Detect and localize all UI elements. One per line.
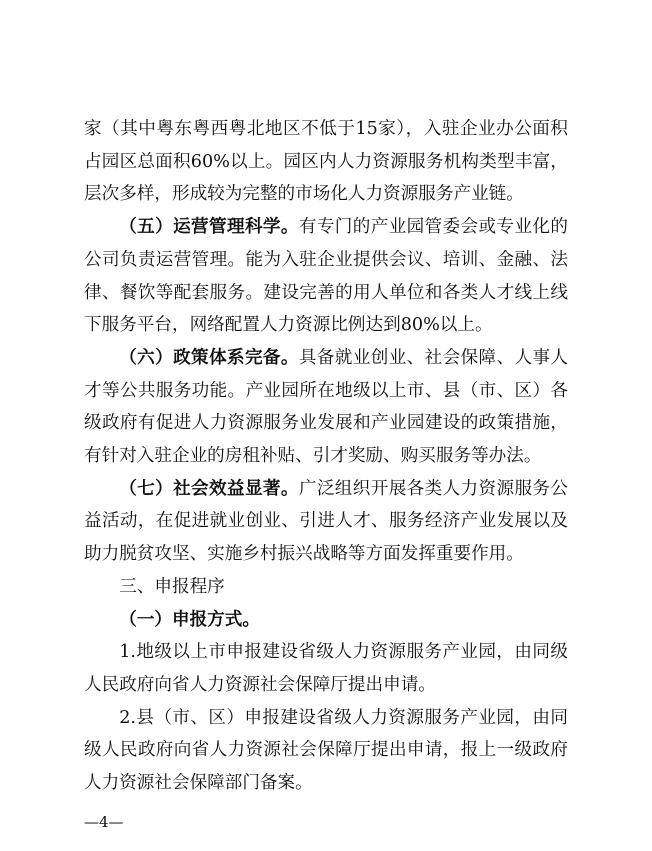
document-body (84, 113, 568, 800)
paragraph-item-6 (84, 342, 568, 473)
subsection-heading: （一）申报方式。 (119, 608, 260, 630)
paragraph-continuation: 家（其中粤东粤西粤北地区不低于15家），入驻企业办公面积占园区总面积60%以上。园区内人力资源服务机构类型丰富，层次多样，形成较为完整的市场化人力资源服务产业链。 (84, 119, 568, 205)
page-number: —4— (84, 813, 124, 831)
paragraph-step-1: 1.地级以上市申报建设省级人力资源服务产业园，由同级人民政府向省人力资源社会保障厅提出申请。 (84, 642, 568, 695)
item-heading: （五）运营管理科学。 (119, 216, 299, 238)
item-heading: （六）政策体系完备。 (119, 346, 299, 368)
item-text: 广泛组织开展各类人力资源服务公益活动，在促进就业创业、引进人才、服务经济产业发展以及助力脱贫攻坚、实施乡村振兴战略等方面发挥重要作用。 (84, 478, 568, 565)
paragraph-item-7 (84, 473, 568, 571)
item-text: 有专门的产业园管委会或专业化的公司负责运营管理。能为入驻企业提供会议、培训、金融、法律、餐饮等配套服务。建设完善的用人单位和各类人才线上线下服务平台，网络配置人力资源比例达到80%以上。 (84, 217, 568, 336)
paragraph-item-5 (84, 211, 568, 342)
paragraph-step-2: 2.县（市、区）申报建设省级人力资源服务产业园，由同级人民政府向省人力资源社会保障厅提出申请，报上一级政府人力资源社会保障部门备案。 (84, 707, 568, 794)
item-text: 具备就业创业、社会保障、人事人才等公共服务功能。产业园所在地级以上市、县（市、区）各级政府有促进人力资源服务业发展和产业园建设的政策措施，有针对入驻企业的房租补贴、引才奖励、购买服务等办法。 (84, 347, 568, 467)
section-heading: 三、申报程序 (119, 576, 225, 597)
item-heading: （七）社会效益显著。 (119, 477, 299, 499)
